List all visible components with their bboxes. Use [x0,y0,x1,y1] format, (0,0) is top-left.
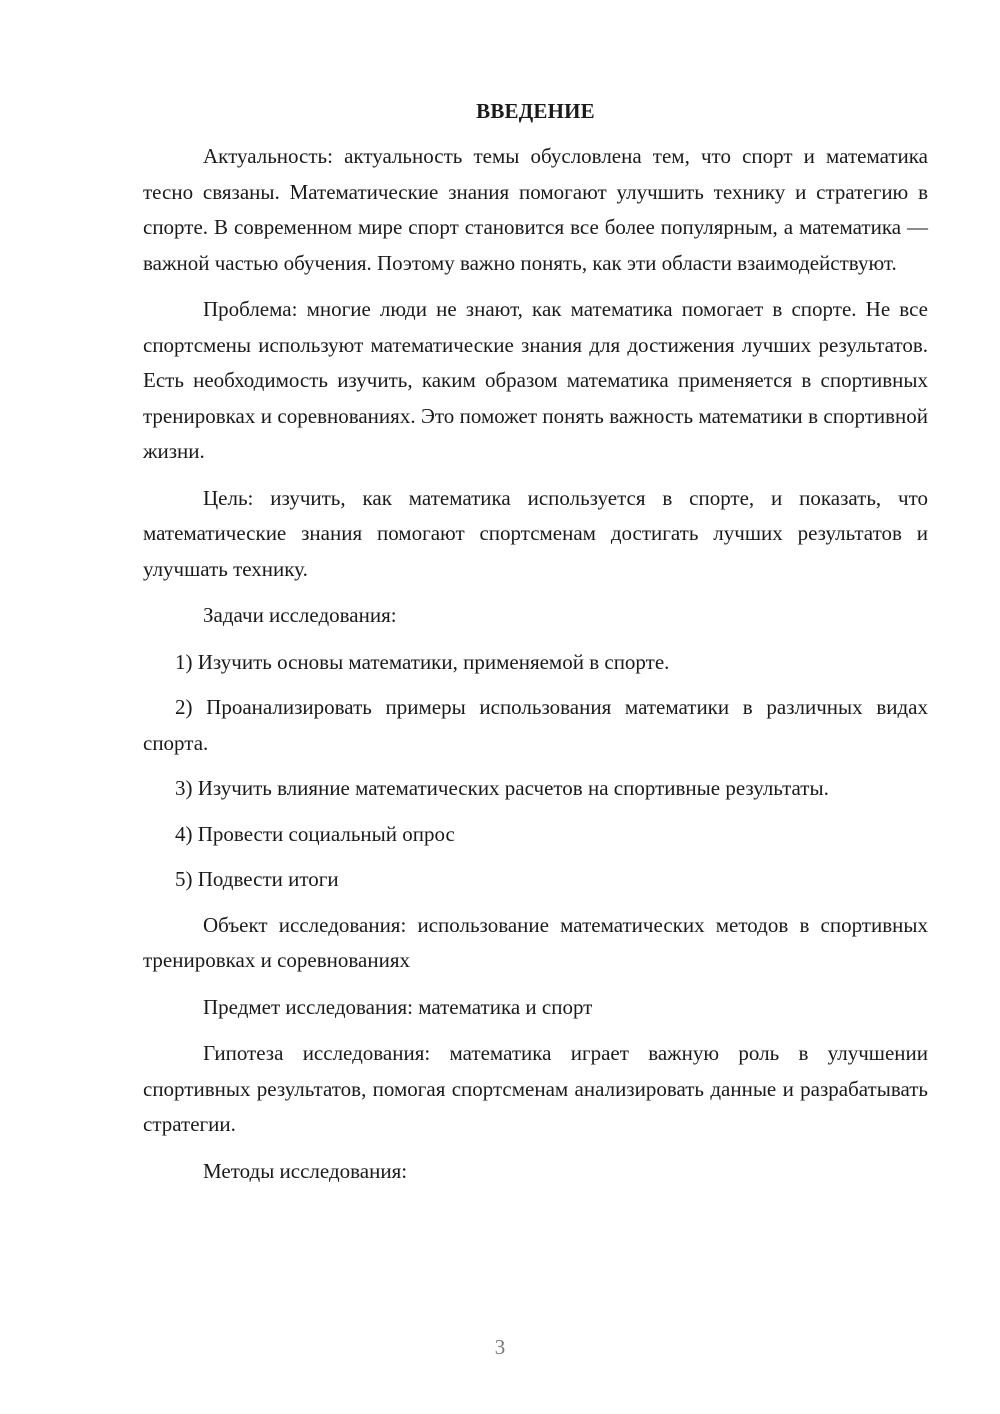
goal-paragraph: Цель: изучить, как математика используется в спорте, и показать, что математические знания помогают спортсменам достигать лучших результатов и улучшать технику. [143,485,928,581]
problem-paragraph: Проблема: многие люди не знают, как математика помогает в спорте. Не все спортсмены используют математические знания для достижения лучших результатов. Есть необходимость изучить, каким образом математика применяется в спортивных тренировках и соревнованиях. Это поможет понять важность математики в спортивной жизни. [143,297,928,463]
task-item-3: 3) Изучить влияние математических расчетов на спортивные результаты. [175,776,829,800]
object-paragraph: Объект исследования: использование математических методов в спортивных тренировках и соревнованиях [143,912,928,972]
subject-paragraph: Предмет исследования: математика и спорт [203,994,593,1019]
hypothesis-paragraph: Гипотеза исследования: математика играет важную роль в улучшении спортивных результатов, помогая спортсменам анализировать данные и разрабатывать стратегии. [143,1041,928,1136]
page-number: 3 [494,1335,506,1359]
task-item-5: 5) Подвести итоги [175,867,339,891]
relevance-paragraph: Актуальность: актуальность темы обусловлена тем, что спорт и математика тесно связаны. Математические знания помогают улучшить технику и стратегию в спорте. В современном мире спорт становится все более популярным, а математика — важной частью обучения. Поэтому важно понять, как эти области взаимодействуют. [143,144,928,275]
methods-heading: Методы исследования: [203,1158,408,1183]
page-content [143,96,928,1200]
section-title: ВВЕДЕНИЕ [476,99,595,123]
task-item-2: 2) Проанализировать примеры использования математики в различных видах спорта. [143,695,928,755]
task-item-4: 4) Провести социальный опрос [175,821,455,846]
tasks-heading: Задачи исследования: [203,603,397,627]
task-item-1: 1) Изучить основы математики, применяемой в спорте. [175,649,670,674]
